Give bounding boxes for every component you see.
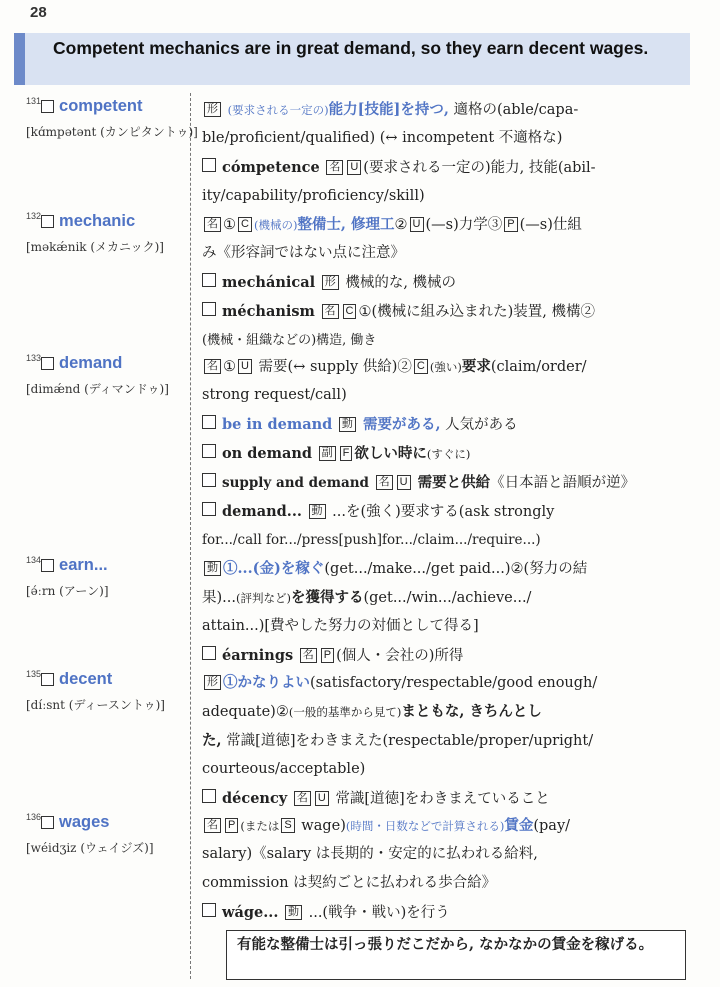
- pos-badge: 名: [204, 217, 221, 232]
- definition-line: attain...)[費やした努力の対価として得る]: [202, 618, 479, 634]
- definition-line: ity/capability/proficiency/skill): [202, 188, 425, 204]
- derivative-word: mechánical: [222, 274, 316, 291]
- definition-rest: (pay/: [533, 818, 571, 834]
- pronunciation: [ə́ːrn (アーン)]: [26, 584, 109, 598]
- pronunciation: [dimǽnd (ディマンドゥ)]: [26, 382, 169, 396]
- phrase-word: on demand: [222, 445, 313, 462]
- entry-number: 133: [26, 353, 42, 363]
- pos-badge: 形: [204, 102, 221, 117]
- definition-rest: 果)...: [202, 590, 236, 606]
- pos-badge: 動: [339, 417, 356, 432]
- entry-body: [202, 811, 670, 927]
- derivative-checkbox[interactable]: [202, 903, 216, 917]
- entry-body: [202, 554, 670, 670]
- definition-rest: (satisfactory/respectable/good enough/: [310, 675, 598, 691]
- checkbox[interactable]: [41, 100, 54, 113]
- usage-note: (要求される一定の): [227, 103, 329, 117]
- definition-rest: (—s)仕組: [519, 217, 582, 233]
- checkbox[interactable]: [41, 559, 54, 572]
- definition-line: salary)《salary は長期的・安定的に払われる給料,: [202, 846, 538, 862]
- countable-badge: C: [414, 359, 428, 374]
- example-sentence: Competent mechanics are in great demand, so they earn decent wages.: [53, 38, 649, 58]
- pronunciation: [wéidʒiz (ウェイジズ)]: [26, 841, 154, 855]
- checkbox[interactable]: [41, 673, 54, 686]
- derivative-checkbox[interactable]: [202, 789, 216, 803]
- phrase-word: supply and demand: [222, 475, 369, 491]
- phrase-definition-rest: 《日本語と語順が逆》: [490, 475, 636, 491]
- pos-badge: 名: [322, 304, 339, 319]
- definition-line: for.../call for.../press[push]for.../claim.../require...): [202, 532, 541, 548]
- definition-rest: adequate)②: [202, 704, 289, 720]
- sense-number: ③: [487, 217, 503, 233]
- usage-note: (機械の): [253, 218, 298, 232]
- usage-note: (または: [240, 819, 280, 833]
- definition-rest: wage): [296, 818, 346, 834]
- headword: demand: [59, 353, 123, 372]
- definition-line: commission は契約ごとに払われる歩合給》: [202, 875, 497, 891]
- singular-badge: S: [281, 818, 294, 833]
- derivative-checkbox[interactable]: [202, 158, 216, 172]
- entry-head: [26, 352, 188, 397]
- uncountable-badge: U: [315, 791, 329, 806]
- pos-badge: 名: [300, 648, 317, 663]
- derivative-checkbox[interactable]: [202, 646, 216, 660]
- headword: competent: [59, 96, 143, 115]
- pos-badge: 副: [319, 446, 336, 461]
- plural-badge: P: [321, 648, 334, 663]
- derivative-word: demand...: [222, 503, 302, 520]
- page-number: 28: [30, 4, 47, 21]
- entry-number: 134: [26, 555, 42, 565]
- entry-head: [26, 811, 188, 856]
- entry-head: [26, 95, 198, 140]
- entry-body: [202, 95, 670, 211]
- entry-head: [26, 210, 188, 255]
- phrase-definition: 欲しい時に: [354, 445, 427, 462]
- definition: 能力[技能]を持つ,: [328, 101, 449, 118]
- definition: 整備士, 修理工: [297, 216, 395, 233]
- entry-head: [26, 554, 188, 599]
- pronunciation: [díːsnt (ディースントゥ)]: [26, 698, 165, 712]
- derivative-checkbox[interactable]: [202, 502, 216, 516]
- pos-badge: 動: [309, 504, 326, 519]
- definition-line: (機械・組織などの)構造, 働き: [202, 333, 377, 348]
- definition-rest: (claim/order/: [490, 359, 587, 375]
- checkbox[interactable]: [41, 816, 54, 829]
- entry-number: 135: [26, 669, 42, 679]
- derivative-word: wáge...: [222, 904, 279, 921]
- derivative-word: cómpetence: [222, 159, 320, 176]
- derivative-word: décency: [222, 790, 288, 807]
- derivative-checkbox[interactable]: [202, 473, 216, 487]
- entry-body: [202, 668, 670, 813]
- phrase-word: be in demand: [222, 416, 333, 433]
- definition: ①かなりよい: [223, 674, 310, 691]
- entry-number: 132: [26, 211, 42, 221]
- definition: 賃金: [504, 817, 534, 834]
- derivative-definition: ①(機械に組み込まれた)装置, 機構②: [358, 304, 595, 320]
- uncountable-badge: U: [238, 359, 252, 374]
- definition-rest: 適格の(able/capa-: [448, 102, 579, 118]
- definition-line: courteous/acceptable): [202, 761, 366, 777]
- derivative-checkbox[interactable]: [202, 302, 216, 316]
- pos-badge: 名: [376, 475, 393, 490]
- definition-rest: (get.../win.../achieve.../: [363, 590, 532, 606]
- derivative-word: méchanism: [222, 303, 315, 320]
- sense-number: ②: [394, 217, 408, 233]
- phrase-definition: 需要と供給: [412, 474, 491, 491]
- derivative-definition: 常識[道徳]をわきまえていること: [330, 791, 550, 807]
- definition-rest: (get.../make.../get paid...)②(努力の結: [324, 561, 588, 577]
- uncountable-badge: U: [410, 217, 424, 232]
- checkbox[interactable]: [41, 357, 54, 370]
- definition: まともな, きちんとし: [401, 703, 542, 720]
- phrase-definition-rest: 人気がある: [440, 417, 518, 433]
- pos-badge: 形: [322, 275, 339, 290]
- headword: wages: [59, 812, 110, 831]
- headword: decent: [59, 669, 113, 688]
- pos-badge: 名: [294, 791, 311, 806]
- definition: 要求: [461, 358, 491, 375]
- derivative-word: éarnings: [222, 647, 294, 664]
- entry-number: 131: [26, 96, 42, 106]
- entry-head: [26, 668, 188, 713]
- headword: earn...: [59, 555, 108, 574]
- definition-rest: (—s)力学: [425, 217, 488, 233]
- pos-badge: 動: [204, 561, 221, 576]
- definition: た,: [202, 732, 222, 749]
- definition-line: み《形容詞ではない点に注意》: [202, 245, 405, 261]
- pos-badge: 形: [204, 675, 221, 690]
- sense-number: ①: [223, 217, 236, 233]
- phrase-definition-rest: (すぐに): [426, 447, 471, 461]
- pos-badge: 動: [285, 905, 302, 920]
- usage-note: (評判など): [235, 591, 291, 605]
- definition-line: strong request/call): [202, 387, 347, 403]
- pos-badge: 名: [326, 160, 343, 175]
- pronunciation: [kɑ́mpətənt (カンピタントゥ)]: [26, 125, 198, 139]
- countable-badge: C: [238, 217, 252, 232]
- definition: を獲得する: [290, 589, 364, 606]
- definition-line: ble/proficient/qualified) (↔ incompetent 不適格な): [202, 130, 563, 146]
- countable-badge: C: [343, 304, 357, 319]
- derivative-definition: ...(戦争・戦い)を行う: [304, 905, 450, 921]
- example-sentence-banner: [14, 33, 690, 85]
- pos-badge: 名: [204, 818, 221, 833]
- definition: ①...(金)を稼ぐ: [223, 560, 325, 577]
- derivative-checkbox[interactable]: [202, 444, 216, 458]
- phrase-definition: 需要がある,: [357, 416, 441, 433]
- definition-rest: 需要(↔ supply 供給)②: [253, 359, 412, 375]
- uncountable-badge: U: [397, 475, 411, 490]
- pronunciation: [məkǽnik (メカニック)]: [26, 240, 164, 254]
- sense-number: ①: [223, 359, 236, 375]
- plural-badge: P: [225, 818, 238, 833]
- usage-note: (強い): [429, 360, 462, 374]
- derivative-definition: (個人・会社の)所得: [336, 648, 464, 664]
- derivative-checkbox[interactable]: [202, 273, 216, 287]
- formal-badge: F: [340, 446, 353, 461]
- derivative-definition: ...を(強く)要求する(ask strongly: [327, 504, 555, 520]
- usage-note: (時間・日数などで計算される): [345, 819, 505, 833]
- definition-rest: 常識[道徳]をわきまえた(respectable/proper/upright/: [221, 733, 594, 749]
- derivative-definition: 機械的な, 機械の: [340, 275, 457, 291]
- checkbox[interactable]: [41, 215, 54, 228]
- pos-badge: 名: [204, 359, 221, 374]
- entry-number: 136: [26, 812, 42, 822]
- translation-box: [226, 930, 686, 980]
- uncountable-badge: U: [347, 160, 361, 175]
- plural-badge: P: [504, 217, 517, 232]
- usage-note: (一般的基準から見て): [288, 705, 402, 719]
- entry-body: [202, 210, 670, 355]
- derivative-checkbox[interactable]: [202, 415, 216, 429]
- derivative-definition: (要求される一定の)能力, 技能(abil-: [363, 160, 596, 176]
- headword: mechanic: [59, 211, 136, 230]
- column-divider: [190, 93, 191, 979]
- entry-body: [202, 352, 670, 555]
- translation-text: 有能な整備士は引っ張りだこだから, なかなかの賃金を稼げる。: [237, 936, 654, 953]
